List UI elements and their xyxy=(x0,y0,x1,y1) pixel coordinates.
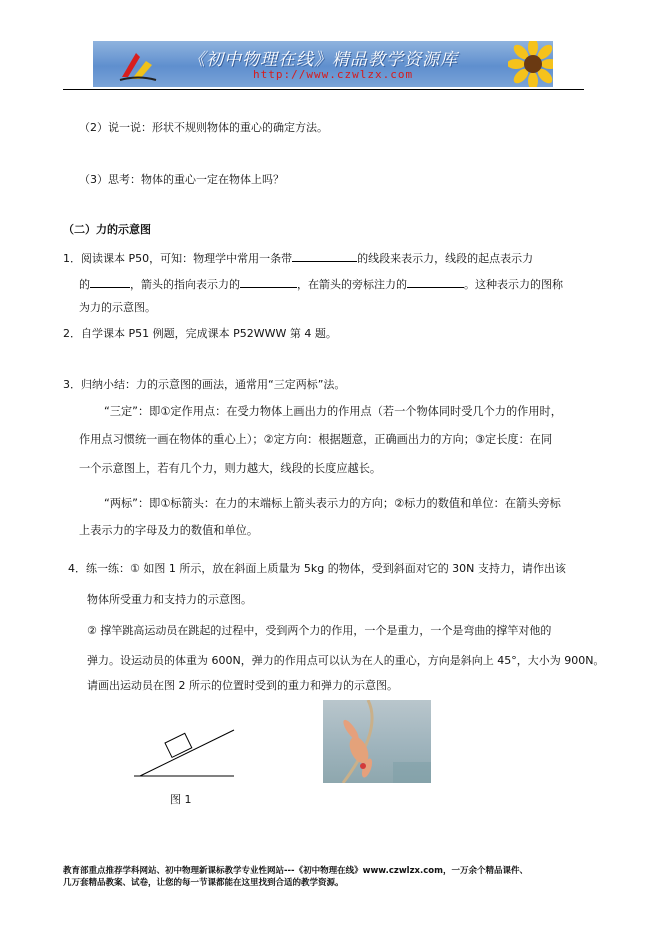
item-3-sanding-3: 一个示意图上，若有几个力，则力越大，线段的长度应越长。 xyxy=(79,462,382,475)
item-4-line-4: 弹力。设运动员的体重为 600N，弹力的作用点可以认为在人的重心，方向是斜向上 45°，大小为 900N。 xyxy=(87,654,605,667)
item-4-line-1: 4．练一练：① 如图 1 所示，放在斜面上质量为 5kg 的物体，受到斜面对它的 30N 支持力，请作出该 xyxy=(68,562,566,575)
item-2: 2．自学课本 P51 例题，完成课本 P52WWW 第 4 题。 xyxy=(63,327,337,340)
question-2: （2）说一说：形状不规则物体的重心的确定方法。 xyxy=(79,121,328,134)
footer-line-2: 几万套精品教案、试卷，让您的每一节课都能在这里找到合适的教学资源。 xyxy=(63,878,344,888)
figure-2-pole-vault-photo xyxy=(323,700,431,783)
footer-line-1: 教育部重点推荐学科网站、初中物理新课标教学专业性网站---《初中物理在线》www.czwlzx.com，一万余个精品课件、 xyxy=(63,866,528,876)
banner-title: 《初中物理在线》精品教学资源库 xyxy=(188,50,458,70)
item-3-intro: 3．归纳小结：力的示意图的画法，通常用“三定两标”法。 xyxy=(63,378,346,391)
item-1-text-b: 的线段来表示力，线段的起点表示力 xyxy=(357,252,534,265)
item-4-line-5: 请画出运动员在图 2 所示的位置时受到的重力和弹力的示意图。 xyxy=(87,679,398,692)
blank-3[interactable] xyxy=(240,276,297,288)
item-1-text-e: ，在箭头的旁标注力的 xyxy=(297,278,407,291)
question-3: （3）思考：物体的重心一定在物体上吗？ xyxy=(79,173,284,186)
item-1-text-f: 。这种表示力的图称 xyxy=(464,278,563,291)
item-4-line-2: 物体所受重力和支持力的示意图。 xyxy=(87,593,252,606)
item-1-line-3: 为力的示意图。 xyxy=(79,301,156,314)
figure-1-label: 图 1 xyxy=(170,793,192,806)
item-1-text-d: ，箭头的指向表示力的 xyxy=(130,278,240,291)
item-3-sanding-2: 作用点习惯统一画在物体的重心上）；②定方向：根据题意，正确画出力的方向；③定长度：在同 xyxy=(79,433,553,446)
item-3-sanding-1: “三定”：即①定作用点：在受力物体上画出力的作用点（若一个物体同时受几个力的作用时， xyxy=(104,405,562,418)
item-1-text-c: 的 xyxy=(79,278,90,291)
blank-4[interactable] xyxy=(407,276,464,288)
item-1-line-2 xyxy=(79,276,563,292)
figure-1-incline-diagram xyxy=(130,725,240,783)
section-title-force-diagram: （二）力的示意图 xyxy=(63,223,151,236)
item-3-liangbiao-1: “两标”：即①标箭头：在力的末端标上箭头表示力的方向；②标力的数值和单位：在箭头旁标 xyxy=(104,497,561,510)
item-3-liangbiao-2: 上表示力的字母及力的数值和单位。 xyxy=(79,524,259,537)
czwlzx-logo-icon xyxy=(118,47,158,83)
header-rule xyxy=(63,89,584,90)
banner-url: http://www.czwlzx.com xyxy=(253,68,414,81)
item-4-line-3: ② 撑竿跳高运动员在跳起的过程中，受到两个力的作用，一个是重力，一个是弯曲的撑竿对他的 xyxy=(87,624,552,637)
item-1-line-1 xyxy=(63,250,533,266)
item-1-text-a: 1．阅读课本 P50，可知：物理学中常用一条带 xyxy=(63,252,293,265)
header-banner xyxy=(93,41,553,87)
blank-2[interactable] xyxy=(90,276,130,288)
blank-1[interactable] xyxy=(292,250,357,262)
sunflower-icon xyxy=(508,41,553,87)
